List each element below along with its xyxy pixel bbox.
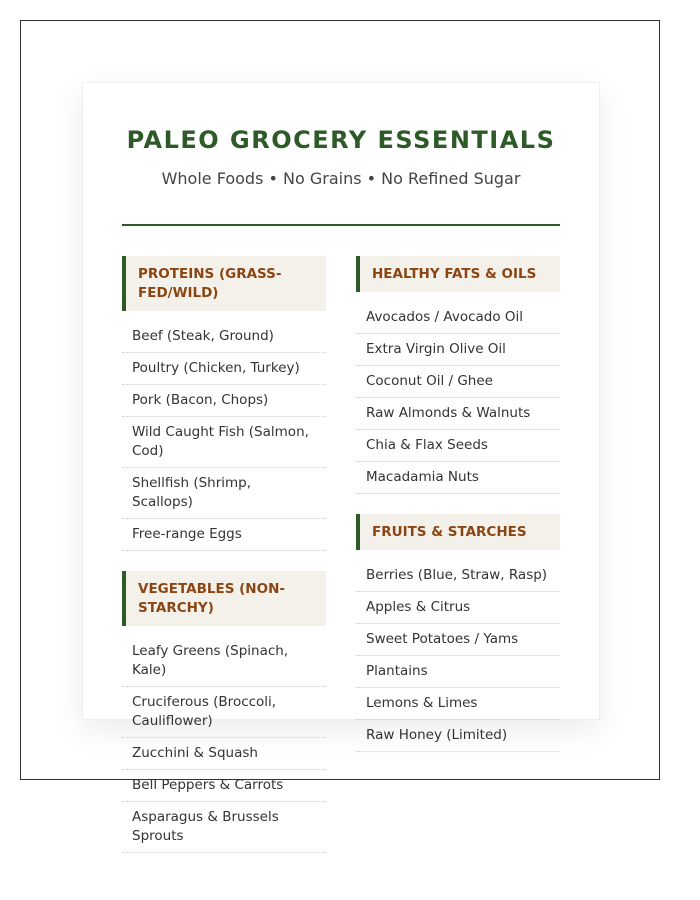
list-item: Poultry (Chicken, Turkey) xyxy=(122,353,326,385)
section-heading: HEALTHY FATS & OILS xyxy=(356,256,560,292)
list-item: Avocados / Avocado Oil xyxy=(356,302,560,334)
section-fruits-starches xyxy=(356,514,560,752)
list-item: Sweet Potatoes / Yams xyxy=(356,624,560,656)
columns xyxy=(122,256,560,873)
list-item: Leafy Greens (Spinach, Kale) xyxy=(122,636,326,687)
list-item: Cruciferous (Broccoli, Cauliflower) xyxy=(122,687,326,738)
list-item: Raw Honey (Limited) xyxy=(356,720,560,752)
list-item: Chia & Flax Seeds xyxy=(356,430,560,462)
list-item: Shellfish (Shrimp, Scallops) xyxy=(122,468,326,519)
section-heading: PROTEINS (GRASS-FED/WILD) xyxy=(122,256,326,311)
section-fats-oils xyxy=(356,256,560,494)
list-item: Extra Virgin Olive Oil xyxy=(356,334,560,366)
section-heading: FRUITS & STARCHES xyxy=(356,514,560,550)
list-item: Lemons & Limes xyxy=(356,688,560,720)
section-heading: VEGETABLES (NON-STARCHY) xyxy=(122,571,326,626)
list-item: Macadamia Nuts xyxy=(356,462,560,494)
left-column xyxy=(122,256,326,873)
list-item: Wild Caught Fish (Salmon, Cod) xyxy=(122,417,326,468)
right-column xyxy=(356,256,560,873)
title-divider xyxy=(122,224,560,226)
list-item: Asparagus & Brussels Sprouts xyxy=(122,802,326,853)
list-item: Raw Almonds & Walnuts xyxy=(356,398,560,430)
list-item: Pork (Bacon, Chops) xyxy=(122,385,326,417)
list-item: Free-range Eggs xyxy=(122,519,326,551)
list-item: Zucchini & Squash xyxy=(122,738,326,770)
list-item: Coconut Oil / Ghee xyxy=(356,366,560,398)
list-item: Apples & Citrus xyxy=(356,592,560,624)
list-item: Beef (Steak, Ground) xyxy=(122,321,326,353)
list-item: Plantains xyxy=(356,656,560,688)
page-subtitle: Whole Foods • No Grains • No Refined Sugar xyxy=(161,169,521,188)
list-item: Bell Peppers & Carrots xyxy=(122,770,326,802)
section-proteins xyxy=(122,256,326,551)
page-title: PALEO GROCERY ESSENTIALS xyxy=(126,126,556,154)
grocery-list-content xyxy=(122,82,560,873)
section-vegetables xyxy=(122,571,326,853)
list-item: Berries (Blue, Straw, Rasp) xyxy=(356,560,560,592)
